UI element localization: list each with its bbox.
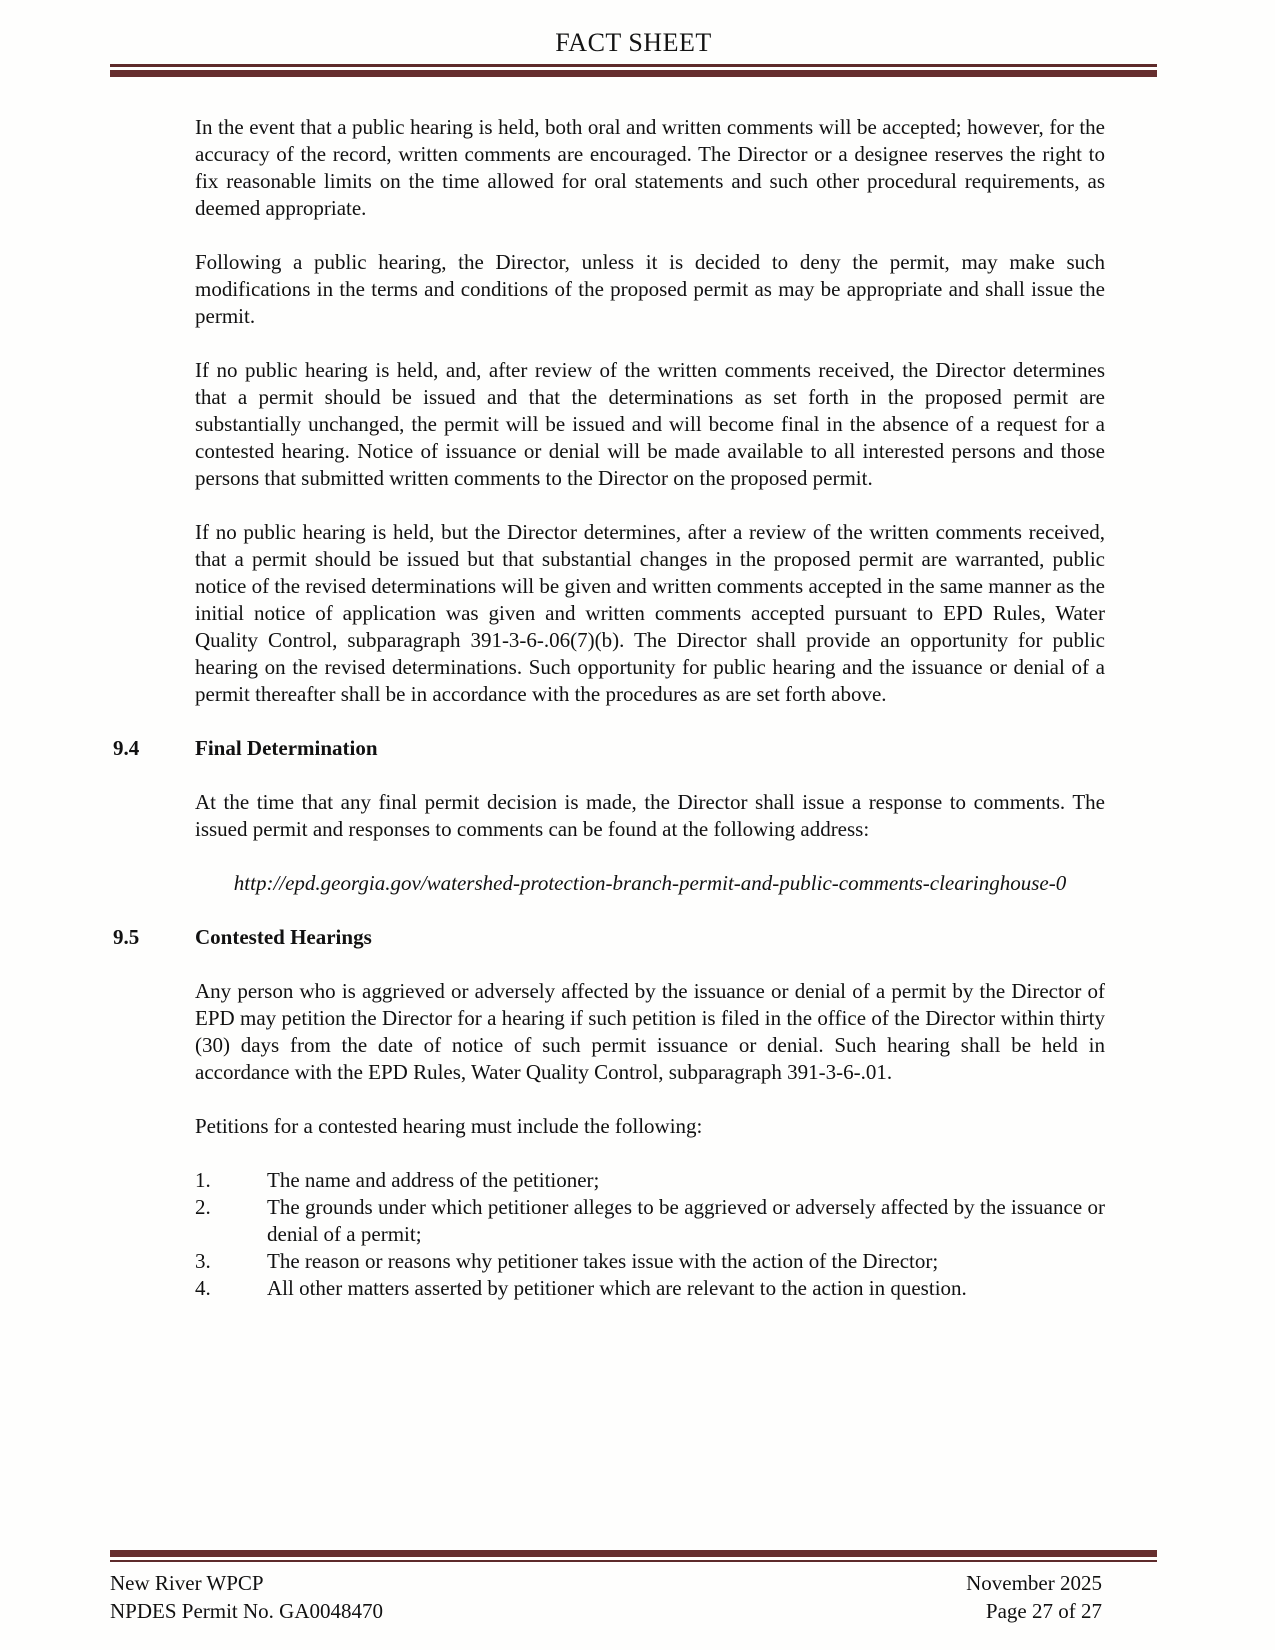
section-number: 9.4: [113, 736, 140, 760]
footer-rule-thin: [110, 1560, 1157, 1562]
page-title: FACT SHEET: [555, 28, 712, 57]
list-item-text: The reason or reasons why petitioner takes issue with the action of the Director;: [267, 1249, 939, 1273]
header-rule-thick: [110, 70, 1157, 77]
footer-left-block: [110, 1569, 383, 1625]
clearinghouse-url: http://epd.georgia.gov/watershed-protection-branch-permit-and-public-comments-clearinghouse-0: [233, 871, 1067, 895]
list-item-number: 3.: [195, 1249, 211, 1273]
list-item-text: The name and address of the petitioner;: [267, 1168, 600, 1192]
paragraph-following-public-hearing: Following a public hearing, the Director, unless it is decided to deny the permit, may make such modifications in the terms and conditions of the proposed permit as may be appropriate and shall issue the permit.: [195, 250, 1105, 328]
footer-right-block: [966, 1569, 1102, 1625]
header-rule-thin: [110, 64, 1157, 67]
section-title: Final Determination: [195, 736, 378, 760]
list-item: [195, 1248, 1105, 1275]
section-title: Contested Hearings: [195, 925, 372, 949]
paragraph-aggrieved-person: Any person who is aggrieved or adversely affected by the issuance or denial of a permit by the Director of EPD may petition the Director for a hearing if such petition is filed in the office of the Director within thirty (30) days from the date of notice of such permit issuance or denial. Such hearing shall be held in accordance with the EPD Rules, Water Quality Control, subparagraph 391-3-6-.01.: [195, 979, 1105, 1084]
facility-name: New River WPCP: [110, 1571, 264, 1595]
footer-rule-thick: [110, 1550, 1157, 1557]
document-date: November 2025: [966, 1571, 1102, 1595]
page-header: [110, 0, 1157, 77]
list-item: [195, 1275, 1105, 1302]
list-item: [195, 1194, 1105, 1248]
section-heading-contested-hearings: [113, 924, 1105, 951]
list-item-number: 4.: [195, 1276, 211, 1300]
list-item-text: All other matters asserted by petitioner which are relevant to the action in question.: [267, 1276, 967, 1300]
footer-text-row: [110, 1569, 1157, 1625]
paragraph-final-permit-decision: At the time that any final permit decision is made, the Director shall issue a response to comments. The issued permit and responses to comments can be found at the following address:: [195, 790, 1105, 841]
paragraph-public-hearing-comments: In the event that a public hearing is held, both oral and written comments will be accepted; however, for the accuracy of the record, written comments are encouraged. The Director or a designee reserves the right to fix reasonable limits on the time allowed for oral statements and such other procedural requirements, as deemed appropriate.: [195, 115, 1105, 220]
list-item-number: 1.: [195, 1168, 211, 1192]
section-heading-final-determination: [113, 735, 1105, 762]
permit-number: NPDES Permit No. GA0048470: [110, 1599, 384, 1623]
document-body: [113, 114, 1105, 1302]
section-number: 9.5: [113, 925, 140, 949]
paragraph-petitions-intro: Petitions for a contested hearing must include the following:: [195, 1114, 703, 1138]
page-number: Page 27 of 27: [985, 1599, 1102, 1623]
list-item-text: The grounds under which petitioner alleges to be aggrieved or adversely affected by the issuance or denial of a permit;: [267, 1195, 1105, 1246]
list-item: [195, 1167, 1105, 1194]
paragraph-no-hearing-revised: If no public hearing is held, but the Director determines, after a review of the written comments received, that a permit should be issued but that substantial changes in the proposed permit are warranted, public notice of the revised determinations will be given and written comments accepted in the same manner as the initial notice of application was given and written comments accepted pursuant to EPD Rules, Water Quality Control, subparagraph 391-3-6-.06(7)(b). The Director shall provide an opportunity for public hearing on the revised determinations. Such opportunity for public hearing and the issuance or denial of a permit thereafter shall be in accordance with the procedures as are set forth above.: [195, 520, 1105, 706]
page-footer: [110, 1550, 1157, 1625]
list-item-number: 2.: [195, 1195, 211, 1219]
paragraph-no-hearing-unchanged: If no public hearing is held, and, after review of the written comments received, the Director determines that a permit should be issued and that the determinations as set forth in the proposed permit are substantially unchanged, the permit will be issued and will become final in the absence of a request for a contested hearing. Notice of issuance or denial will be made available to all interested persons and those persons that submitted written comments to the Director on the proposed permit.: [195, 358, 1105, 490]
